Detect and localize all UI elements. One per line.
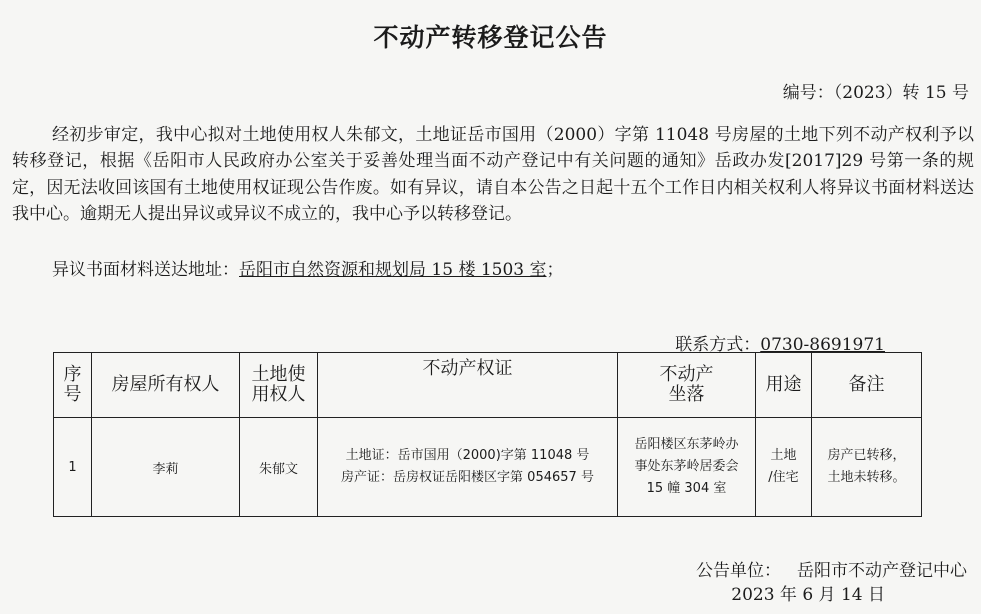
address-value: 岳阳市自然资源和规划局 15 楼 1503 室	[239, 260, 547, 280]
house-certificate: 房产证：岳房权证岳阳楼区字第 054657 号	[341, 470, 594, 485]
cell-owner: 李莉	[92, 418, 240, 517]
header-serial: 序 号	[54, 353, 92, 418]
address-label: 异议书面材料送达地址：	[52, 260, 239, 280]
contact-phone: 0730-8691971	[760, 335, 885, 355]
header-usage: 用途	[756, 353, 812, 418]
registry-table	[53, 352, 922, 517]
issuer-label: 公告单位：	[696, 561, 781, 581]
document-number: 编号：（2023）转 15 号	[782, 83, 969, 103]
header-location: 不动产 坐落	[618, 353, 756, 418]
objection-address-line	[52, 255, 564, 280]
address-suffix: ；	[546, 260, 564, 280]
land-certificate: 土地证：岳市国用（2000)字第 11048 号	[345, 448, 590, 463]
header-remarks: 备注	[812, 353, 922, 418]
page-title: 不动产转移登记公告	[373, 23, 608, 52]
contact-label: 联系方式：	[675, 335, 761, 355]
header-land-user: 土地使 用权人	[240, 353, 318, 418]
issuer-line	[696, 556, 967, 581]
issuer-name: 岳阳市不动产登记中心	[797, 561, 967, 581]
cell-remarks: 房产已转移， 土地未转移。	[812, 418, 922, 517]
header-owner: 房屋所有权人	[92, 353, 240, 418]
cell-location: 岳阳楼区东茅岭办 事处东茅岭居委会 15 幢 304 室	[618, 418, 756, 517]
issue-date: 2023 年 6 月 14 日	[731, 585, 885, 605]
cell-land-user: 朱郁文	[240, 418, 318, 517]
cell-certificate	[318, 418, 618, 517]
cell-serial: 1	[54, 418, 92, 517]
header-certificate: 不动产权证	[318, 353, 618, 418]
cell-usage: 土地 /住宅	[756, 418, 812, 517]
table-row	[54, 418, 922, 517]
notice-paragraph: 经初步审定，我中心拟对土地使用权人朱郁文，土地证岳市国用（2000）字第 11048 号房屋的土地下列不动产权利予以转移登记，根据《岳阳市人民政府办公室关于妥善处理当面不动产登记中有关问题的通知》岳政办发[2017]29 号第一条的规定，因无法收回该国有土地使用权证现公告作废。如有异议，请自本公告之日起十五个工作日内相关权利人将异议书面材料送达我中心。逾期无人提出异议或异议不成立的，我中心予以转移登记。	[12, 125, 974, 225]
table-header-row	[54, 353, 922, 418]
